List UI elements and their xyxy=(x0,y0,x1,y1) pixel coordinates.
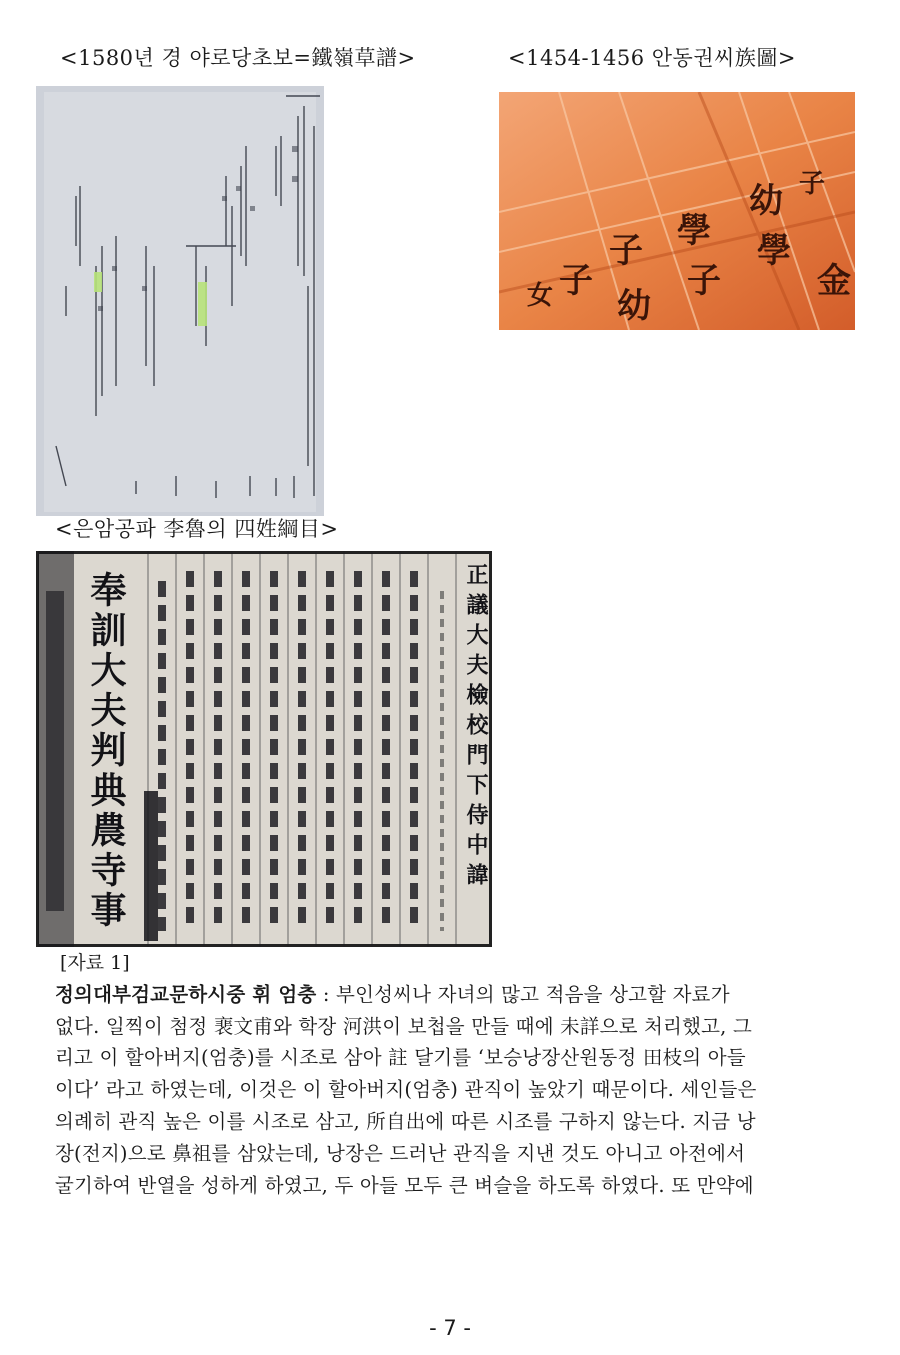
photo2-char-8: 子 xyxy=(799,169,826,199)
photo2-char-9: 金 xyxy=(817,261,851,301)
page-number: - 7 - xyxy=(429,1316,471,1340)
photo3-title-text: 奉訓大夫判典農寺事 xyxy=(85,571,127,931)
photo3-right-text: 正議大夫檢校門下侍中諱 xyxy=(463,563,489,893)
body-lead: 정의대부검교문하시중 휘 엄충 xyxy=(55,983,317,1006)
body-line-3: 리고 이 할아버지(엄충)를 시조로 삼아 註 달기를 ‘보승낭장산원동정 田枝의 아들 xyxy=(55,1046,746,1069)
body-line-1-text: : 부인성씨나 자녀의 많고 적음을 상고할 자료가 xyxy=(316,983,730,1006)
photo2-char-3: 幼 xyxy=(617,286,651,326)
caption-photo3: <은암공파 李魯의 四姓綱目> xyxy=(55,517,339,541)
photo2-char-2: 子 xyxy=(609,231,643,271)
body-line-6: 장(전지)으로 鼻祖를 삼았는데, 낭장은 드러난 관직을 지낸 것도 아니고 아전에서 xyxy=(55,1142,746,1165)
photo2-char-7: 學 xyxy=(757,231,791,271)
body-line-2: 없다. 일찍이 첨정 裵文甫와 학장 河洪이 보첩을 만들 때에 未詳으로 처리했고, 그 xyxy=(55,1015,753,1038)
body-line-4: 이다’ 라고 하였는데, 이것은 이 할아버지(엄충) 관직이 높았기 때문이다. 세인들은 xyxy=(55,1078,757,1101)
body-line-7: 굴기하여 반열을 성하게 하였고, 두 아들 모두 큰 벼슬을 하도록 하였다. 또 만약에 xyxy=(55,1174,754,1197)
photo2-char-4: 學 xyxy=(677,211,711,251)
clan-chart-photo xyxy=(499,92,855,330)
genealogy-scan-photo xyxy=(36,86,324,516)
photo2-char-0: 子 xyxy=(559,261,593,301)
photo2-char-6: 幼 xyxy=(749,181,783,221)
caption-photo2: <1454-1456 안동권씨族圖> xyxy=(508,46,796,70)
woodblock-text-photo xyxy=(36,551,492,947)
photo2-char-1: 女 xyxy=(527,281,554,311)
caption-photo1: <1580년 경 야로당초보=鐵嶺草譜> xyxy=(60,46,416,70)
body-line-5: 의례히 관직 높은 이를 시조로 삼고, 所自出에 따른 시조를 구하지 않는다. 지금 낭 xyxy=(55,1110,756,1133)
photo2-char-5: 子 xyxy=(687,261,721,301)
figure-label: [자료 1] xyxy=(60,952,130,974)
body-line-1 xyxy=(55,980,843,1011)
